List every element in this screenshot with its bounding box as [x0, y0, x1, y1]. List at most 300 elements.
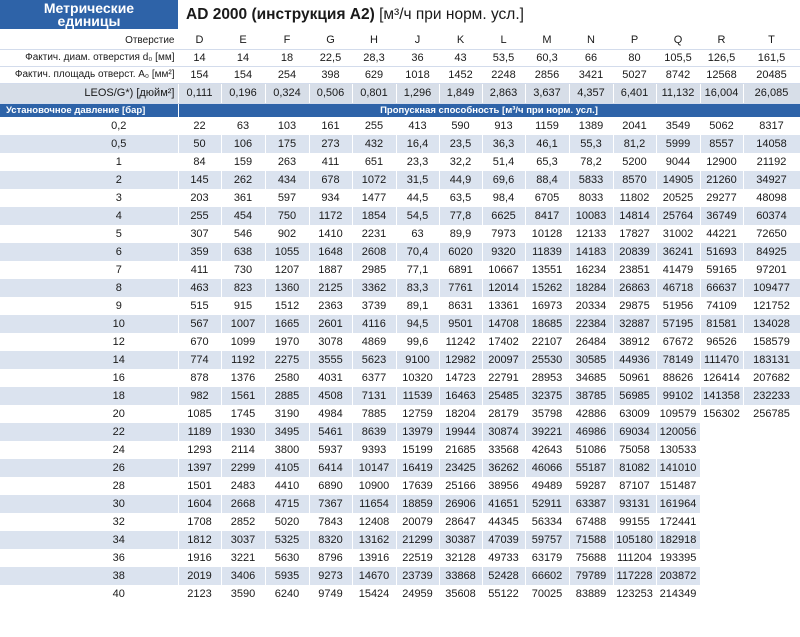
pressure-value: 22 — [0, 423, 178, 441]
capacity-cell: 16463 — [439, 387, 482, 405]
capacity-cell: 1389 — [569, 117, 613, 135]
capacity-cell: 75688 — [569, 549, 613, 567]
capacity-cell: 9320 — [482, 243, 525, 261]
capacity-cell: 50961 — [613, 369, 656, 387]
capacity-cell: 145 — [178, 171, 221, 189]
area-value: 629 — [352, 66, 396, 83]
capacity-cell: 59165 — [700, 261, 743, 279]
capacity-cell: 51,4 — [482, 153, 525, 171]
table-row — [0, 405, 800, 423]
capacity-cell: 51086 — [569, 441, 613, 459]
pressure-header: Установочное давление [бар] — [0, 103, 178, 117]
capacity-cell: 454 — [221, 207, 265, 225]
capacity-cell: 2299 — [221, 459, 265, 477]
capacity-cell — [700, 441, 743, 459]
table-row — [0, 243, 800, 261]
diameter-value: 66 — [569, 49, 613, 66]
capacity-cell: 120056 — [656, 423, 700, 441]
capacity-cell: 3221 — [221, 549, 265, 567]
capacity-cell — [743, 423, 800, 441]
pressure-value: 14 — [0, 351, 178, 369]
capacity-cell: 14814 — [613, 207, 656, 225]
capacity-cell: 26863 — [613, 279, 656, 297]
table-row — [0, 567, 800, 585]
pressure-value: 8 — [0, 279, 178, 297]
capacity-cell: 1172 — [309, 207, 352, 225]
capacity-cell: 77,8 — [439, 207, 482, 225]
capacity-cell: 7973 — [482, 225, 525, 243]
capacity-cell: 263 — [265, 153, 309, 171]
pressure-value: 12 — [0, 333, 178, 351]
capacity-cell: 74109 — [700, 297, 743, 315]
diameter-value: 36 — [396, 49, 439, 66]
capacity-cell: 1648 — [309, 243, 352, 261]
capacity-cell: 158579 — [743, 333, 800, 351]
capacity-cell: 54,5 — [396, 207, 439, 225]
leo-value: 3,637 — [525, 83, 569, 103]
capacity-cell: 15199 — [396, 441, 439, 459]
capacity-cell: 44,9 — [439, 171, 482, 189]
diameter-value: 60,3 — [525, 49, 569, 66]
capacity-cell: 2231 — [352, 225, 396, 243]
capacity-cell: 1189 — [178, 423, 221, 441]
capacity-cell: 84925 — [743, 243, 800, 261]
capacity-cell: 14723 — [439, 369, 482, 387]
capacity-cell: 590 — [439, 117, 482, 135]
table-row — [0, 585, 800, 603]
capacity-cell: 10083 — [569, 207, 613, 225]
capacity-cell: 55187 — [569, 459, 613, 477]
capacity-cell: 15262 — [525, 279, 569, 297]
capacity-cell: 63,5 — [439, 189, 482, 207]
capacity-cell: 10147 — [352, 459, 396, 477]
capacity-cell: 5833 — [569, 171, 613, 189]
pressure-value: 3 — [0, 189, 178, 207]
capacity-cell: 34685 — [569, 369, 613, 387]
capacity-cell: 1708 — [178, 513, 221, 531]
capacity-cell: 359 — [178, 243, 221, 261]
capacity-cell: 432 — [352, 135, 396, 153]
capacity-cell: 434 — [265, 171, 309, 189]
capacity-cell: 30874 — [482, 423, 525, 441]
capacity-cell: 22384 — [569, 315, 613, 333]
capacity-cell: 21299 — [396, 531, 439, 549]
area-label: Фактич. площадь отверст. A₀ [мм²] — [0, 66, 178, 83]
capacity-cell: 42886 — [569, 405, 613, 423]
capacity-cell: 31002 — [656, 225, 700, 243]
capacity-cell: 232233 — [743, 387, 800, 405]
capacity-cell: 69034 — [613, 423, 656, 441]
capacity-cell: 5325 — [265, 531, 309, 549]
capacity-cell: 31,5 — [396, 171, 439, 189]
capacity-cell — [743, 459, 800, 477]
capacity-cell: 18284 — [569, 279, 613, 297]
capacity-cell: 4869 — [352, 333, 396, 351]
capacity-cell: 141010 — [656, 459, 700, 477]
capacity-cell: 161964 — [656, 495, 700, 513]
capacity-cell: 16,4 — [396, 135, 439, 153]
pressure-value: 10 — [0, 315, 178, 333]
capacity-cell: 81082 — [613, 459, 656, 477]
capacity-cell — [700, 531, 743, 549]
orifice-letter: Q — [656, 32, 700, 49]
capacity-cell: 32128 — [439, 549, 482, 567]
diameter-value: 161,5 — [743, 49, 800, 66]
capacity-cell: 39221 — [525, 423, 569, 441]
capacity-cell: 49489 — [525, 477, 569, 495]
capacity-cell: 2114 — [221, 441, 265, 459]
capacity-cell: 730 — [221, 261, 265, 279]
capacity-cell: 7131 — [352, 387, 396, 405]
pressure-value: 7 — [0, 261, 178, 279]
capacity-cell: 97201 — [743, 261, 800, 279]
capacity-cell: 10320 — [396, 369, 439, 387]
capacity-cell: 2041 — [613, 117, 656, 135]
capacity-cell: 12014 — [482, 279, 525, 297]
capacity-cell: 59757 — [525, 531, 569, 549]
capacity-cell: 13979 — [396, 423, 439, 441]
capacity-cell: 2580 — [265, 369, 309, 387]
capacity-cell: 4116 — [352, 315, 396, 333]
capacity-cell: 109579 — [656, 405, 700, 423]
table-row — [0, 369, 800, 387]
leo-value: 0,506 — [309, 83, 352, 103]
capacity-cell: 59287 — [569, 477, 613, 495]
capacity-cell: 3362 — [352, 279, 396, 297]
capacity-cell: 36,3 — [482, 135, 525, 153]
pressure-value: 18 — [0, 387, 178, 405]
leo-value: 0,111 — [178, 83, 221, 103]
table-row — [0, 459, 800, 477]
capacity-cell: 14183 — [569, 243, 613, 261]
capacity-cell: 307 — [178, 225, 221, 243]
capacity-cell: 878 — [178, 369, 221, 387]
capacity-cell: 29277 — [700, 189, 743, 207]
pressure-value: 40 — [0, 585, 178, 603]
capacity-cell: 25485 — [482, 387, 525, 405]
capacity-cell: 98,4 — [482, 189, 525, 207]
capacity-cell: 29875 — [613, 297, 656, 315]
capacity-cell: 5630 — [265, 549, 309, 567]
capacity-cell: 193395 — [656, 549, 700, 567]
capacity-cell: 20097 — [482, 351, 525, 369]
leo-value: 4,357 — [569, 83, 613, 103]
capacity-cell: 65,3 — [525, 153, 569, 171]
table-row — [0, 495, 800, 513]
pressure-value: 26 — [0, 459, 178, 477]
capacity-cell: 546 — [221, 225, 265, 243]
capacity-cell: 77,1 — [396, 261, 439, 279]
capacity-cell: 915 — [221, 297, 265, 315]
capacity-cell: 17639 — [396, 477, 439, 495]
capacity-cell — [743, 531, 800, 549]
capacity-cell: 89,1 — [396, 297, 439, 315]
capacity-cell: 18685 — [525, 315, 569, 333]
diameter-row — [0, 49, 800, 66]
capacity-cell: 4410 — [265, 477, 309, 495]
table-row — [0, 279, 800, 297]
capacity-cell: 123253 — [613, 585, 656, 603]
capacity-cell — [743, 513, 800, 531]
capacity-cell: 52428 — [482, 567, 525, 585]
capacity-cell: 3495 — [265, 423, 309, 441]
capacity-cell: 2608 — [352, 243, 396, 261]
capacity-cell: 902 — [265, 225, 309, 243]
capacity-cell: 20525 — [656, 189, 700, 207]
capacity-cell: 8417 — [525, 207, 569, 225]
diameter-value: 22,5 — [309, 49, 352, 66]
capacity-cell: 774 — [178, 351, 221, 369]
capacity-cell: 51693 — [700, 243, 743, 261]
capacity-cell: 35608 — [439, 585, 482, 603]
capacity-cell: 8557 — [700, 135, 743, 153]
area-value: 3421 — [569, 66, 613, 83]
capacity-cell: 26906 — [439, 495, 482, 513]
capacity-cell: 99155 — [613, 513, 656, 531]
area-value: 5027 — [613, 66, 656, 83]
table-row — [0, 477, 800, 495]
capacity-cell: 96526 — [700, 333, 743, 351]
capacity-cell: 88,4 — [525, 171, 569, 189]
capacity-cell: 12408 — [352, 513, 396, 531]
capacity-cell: 214349 — [656, 585, 700, 603]
capacity-cell: 638 — [221, 243, 265, 261]
capacity-cell: 934 — [309, 189, 352, 207]
capacity-cell: 79789 — [569, 567, 613, 585]
capacity-cell — [743, 549, 800, 567]
capacity-cell: 14905 — [656, 171, 700, 189]
capacity-cell: 1887 — [309, 261, 352, 279]
capacity-cell: 2852 — [221, 513, 265, 531]
pressure-value: 34 — [0, 531, 178, 549]
leo-value: 2,863 — [482, 83, 525, 103]
diameter-value: 43 — [439, 49, 482, 66]
capacity-cell: 823 — [221, 279, 265, 297]
capacity-cell: 256785 — [743, 405, 800, 423]
capacity-cell: 66602 — [525, 567, 569, 585]
capacity-cell: 32375 — [525, 387, 569, 405]
capacity-cell: 13361 — [482, 297, 525, 315]
capacity-cell: 99,6 — [396, 333, 439, 351]
capacity-cell: 94,5 — [396, 315, 439, 333]
capacity-cell: 9044 — [656, 153, 700, 171]
capacity-cell: 3037 — [221, 531, 265, 549]
capacity-cell: 83,3 — [396, 279, 439, 297]
capacity-cell: 8033 — [569, 189, 613, 207]
capacity-cell: 3078 — [309, 333, 352, 351]
capacity-cell: 156302 — [700, 405, 743, 423]
capacity-cell: 1159 — [525, 117, 569, 135]
pressure-value: 20 — [0, 405, 178, 423]
pressure-value: 5 — [0, 225, 178, 243]
capacity-cell: 7843 — [309, 513, 352, 531]
capacity-cell: 23851 — [613, 261, 656, 279]
capacity-cell: 25166 — [439, 477, 482, 495]
pressure-value: 0,2 — [0, 117, 178, 135]
orifice-letter: F — [265, 32, 309, 49]
capacity-cell: 21192 — [743, 153, 800, 171]
capacity-cell: 16973 — [525, 297, 569, 315]
table-row — [0, 171, 800, 189]
capacity-cell: 413 — [396, 117, 439, 135]
capacity-cell: 262 — [221, 171, 265, 189]
orifice-letter: J — [396, 32, 439, 49]
capacity-cell: 10900 — [352, 477, 396, 495]
capacity-cell: 20079 — [396, 513, 439, 531]
pressure-value: 6 — [0, 243, 178, 261]
capacity-cell: 66637 — [700, 279, 743, 297]
leo-value: 6,401 — [613, 83, 656, 103]
leo-value: 16,004 — [700, 83, 743, 103]
capacity-cell: 913 — [482, 117, 525, 135]
capacity-cell: 2668 — [221, 495, 265, 513]
capacity-cell: 141358 — [700, 387, 743, 405]
orifice-letter: M — [525, 32, 569, 49]
capacity-cell: 182918 — [656, 531, 700, 549]
capacity-cell: 67672 — [656, 333, 700, 351]
capacity-cell — [743, 495, 800, 513]
capacity-cell: 14670 — [352, 567, 396, 585]
capacity-cell — [743, 441, 800, 459]
capacity-cell: 203 — [178, 189, 221, 207]
capacity-cell: 8796 — [309, 549, 352, 567]
capacity-cell: 14058 — [743, 135, 800, 153]
capacity-cell: 10128 — [525, 225, 569, 243]
leo-value: 0,801 — [352, 83, 396, 103]
table-row — [0, 207, 800, 225]
capacity-cell: 41479 — [656, 261, 700, 279]
orifice-row — [0, 32, 800, 49]
capacity-cell: 20839 — [613, 243, 656, 261]
area-value: 2856 — [525, 66, 569, 83]
capacity-cell: 9100 — [396, 351, 439, 369]
capacity-cell: 5937 — [309, 441, 352, 459]
capacity-cell: 670 — [178, 333, 221, 351]
capacity-cell: 99102 — [656, 387, 700, 405]
capacity-cell: 411 — [309, 153, 352, 171]
capacity-cell: 11242 — [439, 333, 482, 351]
capacity-cell: 111204 — [613, 549, 656, 567]
pressure-value: 32 — [0, 513, 178, 531]
capacity-cell: 5020 — [265, 513, 309, 531]
capacity-cell: 175 — [265, 135, 309, 153]
capacity-cell: 3555 — [309, 351, 352, 369]
capacity-cell: 23425 — [439, 459, 482, 477]
capacity-cell: 255 — [352, 117, 396, 135]
area-value: 2248 — [482, 66, 525, 83]
capacity-cell: 1085 — [178, 405, 221, 423]
capacity-cell: 44936 — [613, 351, 656, 369]
capacity-cell: 44345 — [482, 513, 525, 531]
capacity-cell: 105180 — [613, 531, 656, 549]
capacity-cell: 44221 — [700, 225, 743, 243]
capacity-cell: 3800 — [265, 441, 309, 459]
capacity-cell: 18204 — [439, 405, 482, 423]
area-value: 12568 — [700, 66, 743, 83]
pressure-value: 38 — [0, 567, 178, 585]
capacity-cell: 361 — [221, 189, 265, 207]
capacity-cell: 48098 — [743, 189, 800, 207]
capacity-cell: 14708 — [482, 315, 525, 333]
diameter-value: 14 — [221, 49, 265, 66]
capacity-cell: 11539 — [396, 387, 439, 405]
table-row — [0, 513, 800, 531]
capacity-table — [0, 32, 800, 603]
capacity-cell: 83889 — [569, 585, 613, 603]
capacity-cell: 55,3 — [569, 135, 613, 153]
pressure-value: 30 — [0, 495, 178, 513]
capacity-cell: 81581 — [700, 315, 743, 333]
capacity-cell: 78,2 — [569, 153, 613, 171]
orifice-letter: T — [743, 32, 800, 49]
diameter-label: Фактич. диам. отверстия d₀ [мм] — [0, 49, 178, 66]
capacity-cell: 982 — [178, 387, 221, 405]
capacity-cell: 411 — [178, 261, 221, 279]
capacity-cell: 2125 — [309, 279, 352, 297]
capacity-cell: 6020 — [439, 243, 482, 261]
capacity-cell: 41651 — [482, 495, 525, 513]
capacity-cell: 11802 — [613, 189, 656, 207]
diameter-value: 105,5 — [656, 49, 700, 66]
capacity-cell: 84 — [178, 153, 221, 171]
title-unit: [м³/ч при норм. усл.] — [379, 6, 524, 23]
capacity-cell: 567 — [178, 315, 221, 333]
capacity-cell: 57195 — [656, 315, 700, 333]
capacity-cell: 1477 — [352, 189, 396, 207]
capacity-cell: 4031 — [309, 369, 352, 387]
units-badge-line1: Метрические — [43, 0, 135, 16]
capacity-cell: 7367 — [309, 495, 352, 513]
capacity-cell: 1192 — [221, 351, 265, 369]
capacity-cell: 2601 — [309, 315, 352, 333]
units-badge-line2: единицы — [57, 13, 121, 29]
capacity-cell: 23739 — [396, 567, 439, 585]
capacity-cell: 63 — [396, 225, 439, 243]
capacity-cell: 597 — [265, 189, 309, 207]
capacity-cell: 172441 — [656, 513, 700, 531]
capacity-cell: 1099 — [221, 333, 265, 351]
capacity-cell: 2985 — [352, 261, 396, 279]
capacity-cell: 42643 — [525, 441, 569, 459]
capacity-cell: 78149 — [656, 351, 700, 369]
capacity-cell: 20334 — [569, 297, 613, 315]
capacity-cell: 11839 — [525, 243, 569, 261]
area-value: 398 — [309, 66, 352, 83]
capacity-cell: 47039 — [482, 531, 525, 549]
capacity-cell: 67488 — [569, 513, 613, 531]
leo-value: 26,085 — [743, 83, 800, 103]
orifice-letter: L — [482, 32, 525, 49]
capacity-cell: 25530 — [525, 351, 569, 369]
capacity-cell: 159 — [221, 153, 265, 171]
capacity-cell: 6890 — [309, 477, 352, 495]
capacity-cell: 33568 — [482, 441, 525, 459]
table-row — [0, 189, 800, 207]
area-value: 1018 — [396, 66, 439, 83]
capacity-cell — [743, 585, 800, 603]
units-badge — [0, 0, 178, 29]
capacity-cell: 23,3 — [396, 153, 439, 171]
capacity-cell: 106 — [221, 135, 265, 153]
section-band — [0, 103, 800, 117]
leo-value: 0,196 — [221, 83, 265, 103]
capacity-cell: 1055 — [265, 243, 309, 261]
capacity-cell: 50 — [178, 135, 221, 153]
title-main: AD 2000 (инструкция A2) — [186, 6, 375, 23]
capacity-cell: 8320 — [309, 531, 352, 549]
capacity-cell: 130533 — [656, 441, 700, 459]
pressure-value: 1 — [0, 153, 178, 171]
